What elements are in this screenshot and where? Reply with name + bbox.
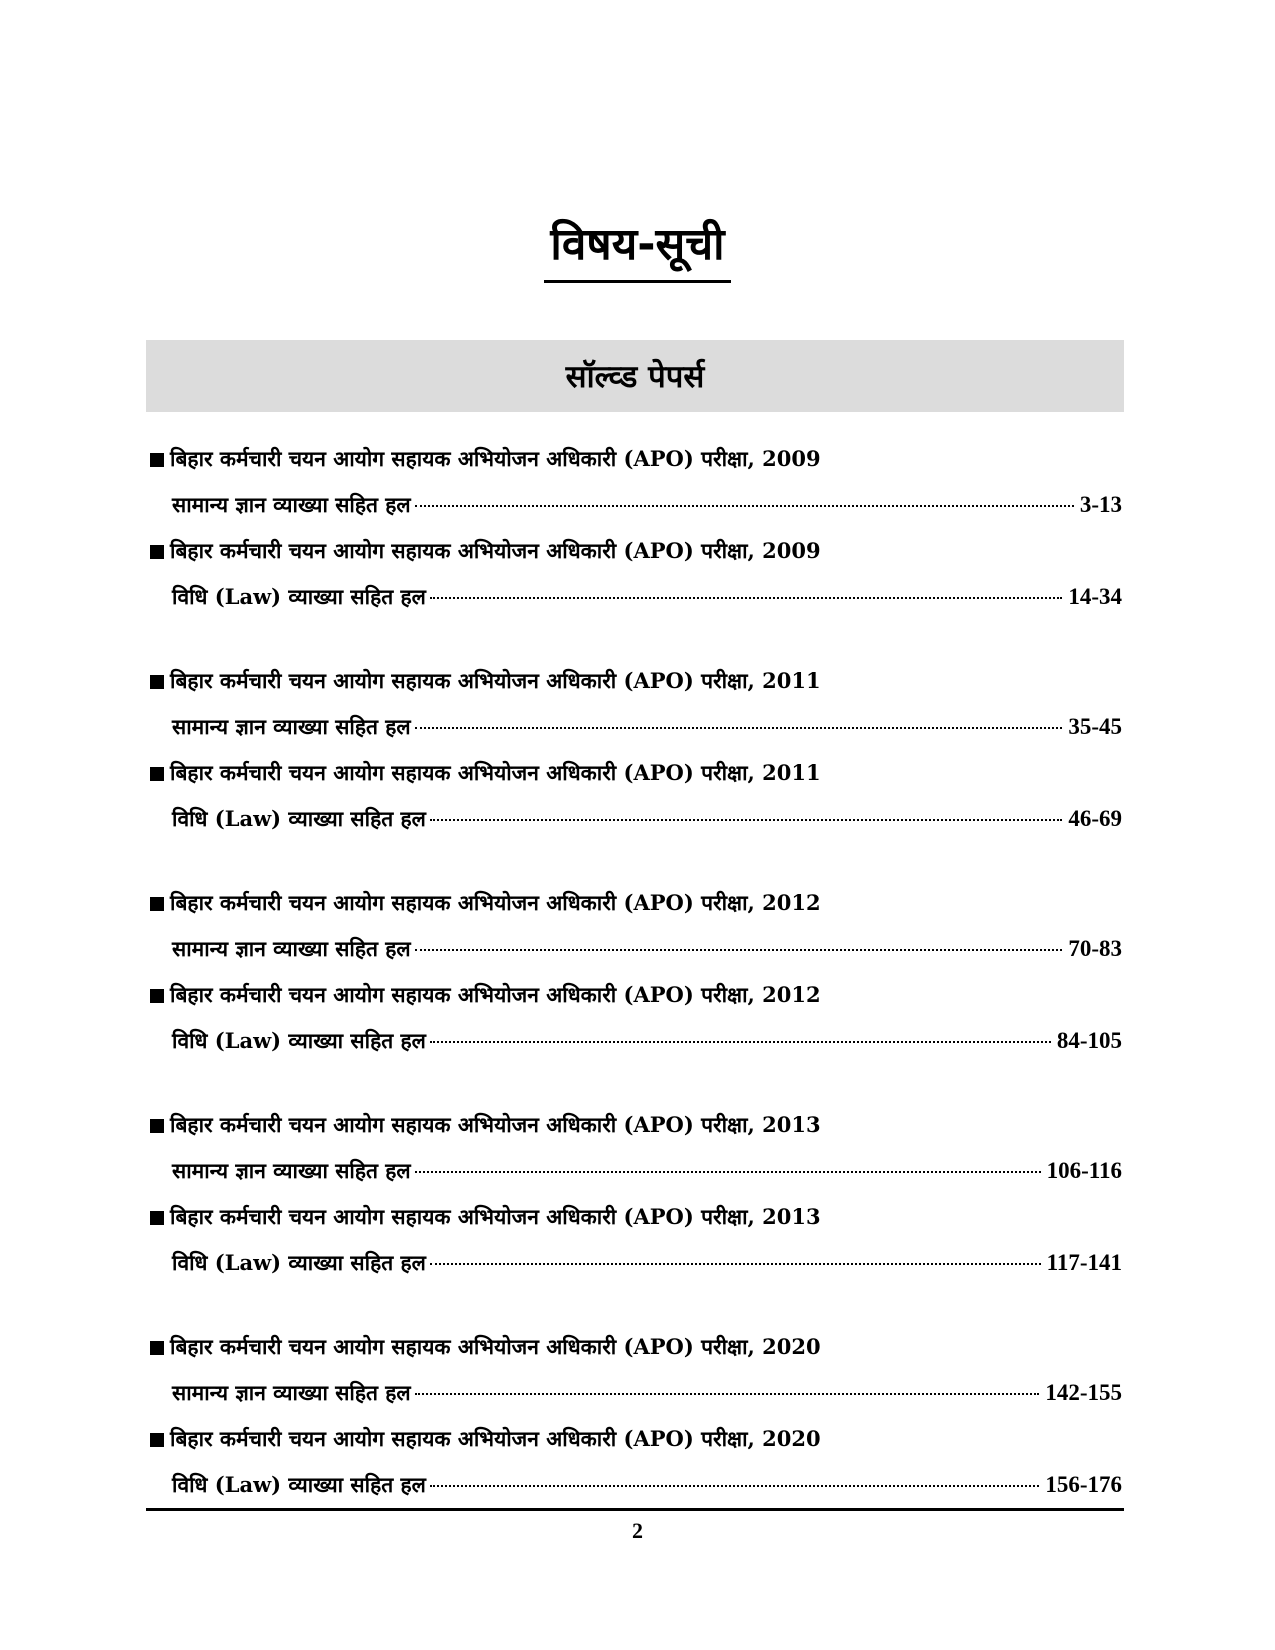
dot-leader: [415, 727, 1063, 729]
entry-pages: 3-13: [1079, 492, 1122, 517]
entry-pages: 46-69: [1068, 806, 1122, 831]
dot-leader: [415, 1393, 1040, 1395]
entry-subtitle: सामान्य ज्ञान व्याख्या सहित हल: [172, 936, 411, 961]
square-bullet-icon: [150, 767, 164, 781]
square-bullet-icon: [150, 1341, 164, 1355]
toc-entry[interactable]: [146, 1324, 1124, 1416]
entry-subtitle: सामान्य ज्ञान व्याख्या सहित हल: [172, 1380, 411, 1405]
entry-subtitle: सामान्य ज्ञान व्याख्या सहित हल: [172, 714, 411, 739]
dot-leader: [430, 1263, 1041, 1265]
section-title: सॉल्व्ड पेपर्स: [565, 359, 705, 395]
entry-heading: बिहार कर्मचारी चयन आयोग सहायक अभियोजन अधिकारी (APO) परीक्षा, 2012: [170, 982, 821, 1007]
entry-subtitle: विधि (Law) व्याख्या सहित हल: [172, 1250, 426, 1275]
toc-group-2013: [146, 1102, 1124, 1286]
toc-entry[interactable]: [146, 750, 1124, 842]
entry-pages: 14-34: [1068, 584, 1122, 609]
page-title-text: विषय-सूची: [544, 218, 730, 283]
entry-pages: 142-155: [1045, 1380, 1122, 1405]
entry-heading: बिहार कर्मचारी चयन आयोग सहायक अभियोजन अधिकारी (APO) परीक्षा, 2009: [170, 446, 821, 471]
toc-entry[interactable]: [146, 972, 1124, 1064]
entry-subtitle: विधि (Law) व्याख्या सहित हल: [172, 806, 426, 831]
toc-entry[interactable]: [146, 1194, 1124, 1286]
square-bullet-icon: [150, 675, 164, 689]
entry-pages: 70-83: [1068, 936, 1122, 961]
dot-leader: [415, 505, 1074, 507]
entry-subtitle: विधि (Law) व्याख्या सहित हल: [172, 1028, 426, 1053]
toc-group-2012: [146, 880, 1124, 1064]
dot-leader: [415, 949, 1063, 951]
square-bullet-icon: [150, 989, 164, 1003]
square-bullet-icon: [150, 1433, 164, 1447]
dot-leader: [430, 1485, 1039, 1487]
toc-group-2011: [146, 658, 1124, 842]
square-bullet-icon: [150, 545, 164, 559]
toc-group-2009: [146, 436, 1124, 620]
entry-pages: 106-116: [1046, 1158, 1122, 1183]
entry-subtitle: सामान्य ज्ञान व्याख्या सहित हल: [172, 1158, 411, 1183]
entry-heading: बिहार कर्मचारी चयन आयोग सहायक अभियोजन अधिकारी (APO) परीक्षा, 2009: [170, 538, 821, 563]
toc-entry[interactable]: [146, 658, 1124, 750]
entry-subtitle: विधि (Law) व्याख्या सहित हल: [172, 1472, 426, 1497]
page-number: 2: [632, 1518, 643, 1543]
entry-subtitle: सामान्य ज्ञान व्याख्या सहित हल: [172, 492, 411, 517]
toc-group-2020: [146, 1324, 1124, 1508]
entry-heading: बिहार कर्मचारी चयन आयोग सहायक अभियोजन अधिकारी (APO) परीक्षा, 2020: [170, 1334, 821, 1359]
dot-leader: [430, 819, 1062, 821]
square-bullet-icon: [150, 1211, 164, 1225]
toc-entry[interactable]: [146, 1416, 1124, 1508]
toc-entry[interactable]: [146, 436, 1124, 528]
toc-entry[interactable]: [146, 880, 1124, 972]
entry-pages: 156-176: [1045, 1472, 1122, 1497]
dot-leader: [415, 1171, 1041, 1173]
entry-subtitle: विधि (Law) व्याख्या सहित हल: [172, 584, 426, 609]
table-of-contents: [146, 436, 1124, 1546]
entry-heading: बिहार कर्मचारी चयन आयोग सहायक अभियोजन अधिकारी (APO) परीक्षा, 2012: [170, 890, 821, 915]
page-title: [0, 218, 1275, 283]
square-bullet-icon: [150, 897, 164, 911]
square-bullet-icon: [150, 453, 164, 467]
entry-heading: बिहार कर्मचारी चयन आयोग सहायक अभियोजन अधिकारी (APO) परीक्षा, 2011: [170, 668, 821, 693]
entry-pages: 84-105: [1056, 1028, 1122, 1053]
entry-pages: 35-45: [1068, 714, 1122, 739]
toc-entry[interactable]: [146, 1102, 1124, 1194]
entry-pages: 117-141: [1046, 1250, 1122, 1275]
entry-heading: बिहार कर्मचारी चयन आयोग सहायक अभियोजन अधिकारी (APO) परीक्षा, 2020: [170, 1426, 821, 1451]
square-bullet-icon: [150, 1119, 164, 1133]
entry-heading: बिहार कर्मचारी चयन आयोग सहायक अभियोजन अधिकारी (APO) परीक्षा, 2013: [170, 1204, 821, 1229]
toc-entry[interactable]: [146, 528, 1124, 620]
dot-leader: [430, 1041, 1051, 1043]
entry-heading: बिहार कर्मचारी चयन आयोग सहायक अभियोजन अधिकारी (APO) परीक्षा, 2011: [170, 760, 821, 785]
footer-rule: [146, 1508, 1124, 1511]
entry-heading: बिहार कर्मचारी चयन आयोग सहायक अभियोजन अधिकारी (APO) परीक्षा, 2013: [170, 1112, 821, 1137]
dot-leader: [430, 597, 1062, 599]
section-banner: [146, 340, 1124, 412]
